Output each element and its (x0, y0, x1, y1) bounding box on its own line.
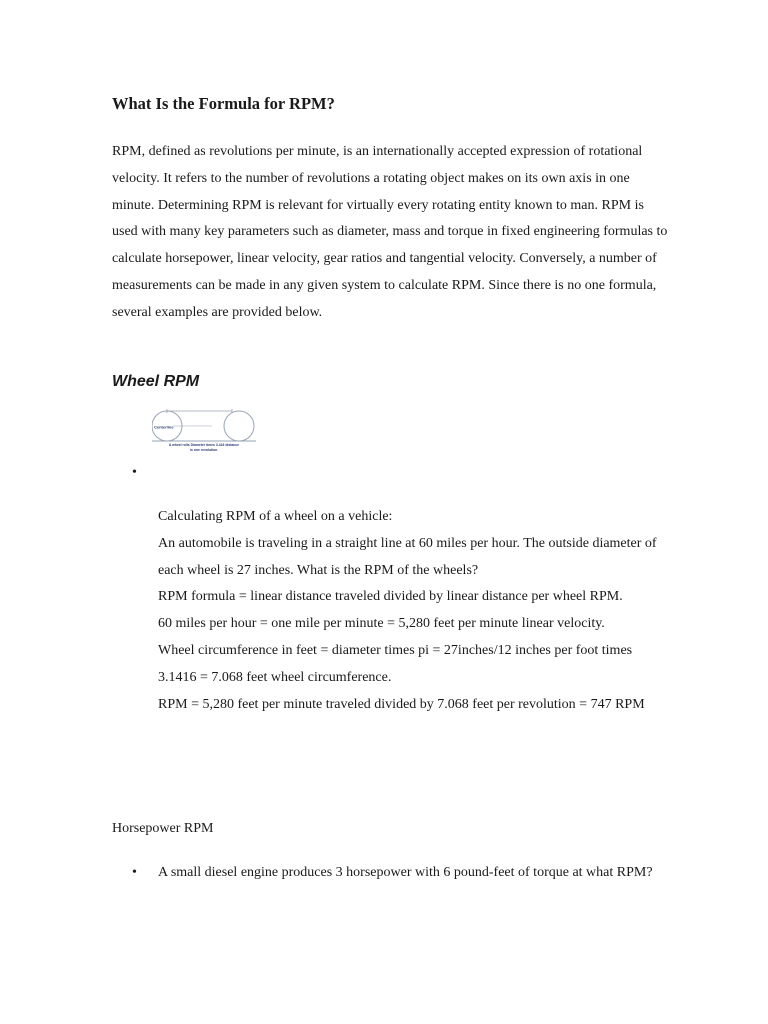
bullet-marker: • (132, 865, 137, 880)
wheel-line-5: Wheel circumference in feet = diameter times pi = 27inches/12 inches per foot times 3.1416 = 7.068 feet wheel circumference. (158, 642, 633, 685)
horsepower-rpm-heading: Horsepower RPM (112, 821, 214, 836)
wheel-line-3: RPM formula = linear distance traveled divided by linear distance per wheel RPM. (158, 589, 623, 605)
page-title: What Is the Formula for RPM? (112, 94, 335, 113)
intro-paragraph: RPM, defined as revolutions per minute, is an internationally accepted expression of rotational velocity. It refers to the number of revolutions a rotating object makes on its own axis in one minute. Determining RPM is relevant for virtually every rotating entity known to man. RPM is used with many key parameters such as diameter, mass and torque in fixed engineering formulas to calculate horsepower, linear velocity, gear ratios and tangential velocity. Conversely, a number of measurements can be made in any given system to calculate RPM. Since there is no one formula, several examples are provided below. (112, 144, 668, 320)
wheel-line-2: An automobile is traveling in a straight line at 60 miles per hour. The outside diameter of each wheel is 27 inches. What is the RPM of the wheels? (158, 535, 657, 578)
figure-label: Centerline (154, 424, 174, 430)
wheel-diagram (152, 404, 256, 454)
figure-caption-line1: A wheel rolls Diameter times 3.416 distance (168, 443, 240, 447)
wheel-line-1: Calculating RPM of a wheel on a vehicle: (158, 509, 393, 524)
bullet-marker: • (132, 465, 137, 480)
wheel-line-6: RPM = 5,280 feet per minute traveled divided by 7.068 feet per revolution = 747 RPM (158, 696, 645, 712)
right-wheel-shape (224, 411, 254, 441)
horsepower-question: A small diesel engine produces 3 horsepower with 6 pound-feet of torque at what RPM? (158, 865, 653, 880)
wheel-calculation-text (158, 504, 658, 718)
wheel-line-4: 60 miles per hour = one mile per minute = 5,280 feet per minute linear velocity. (158, 616, 605, 632)
figure-caption-line2: in one revolution. (189, 448, 219, 452)
wheel-rpm-heading: Wheel RPM (112, 373, 200, 390)
